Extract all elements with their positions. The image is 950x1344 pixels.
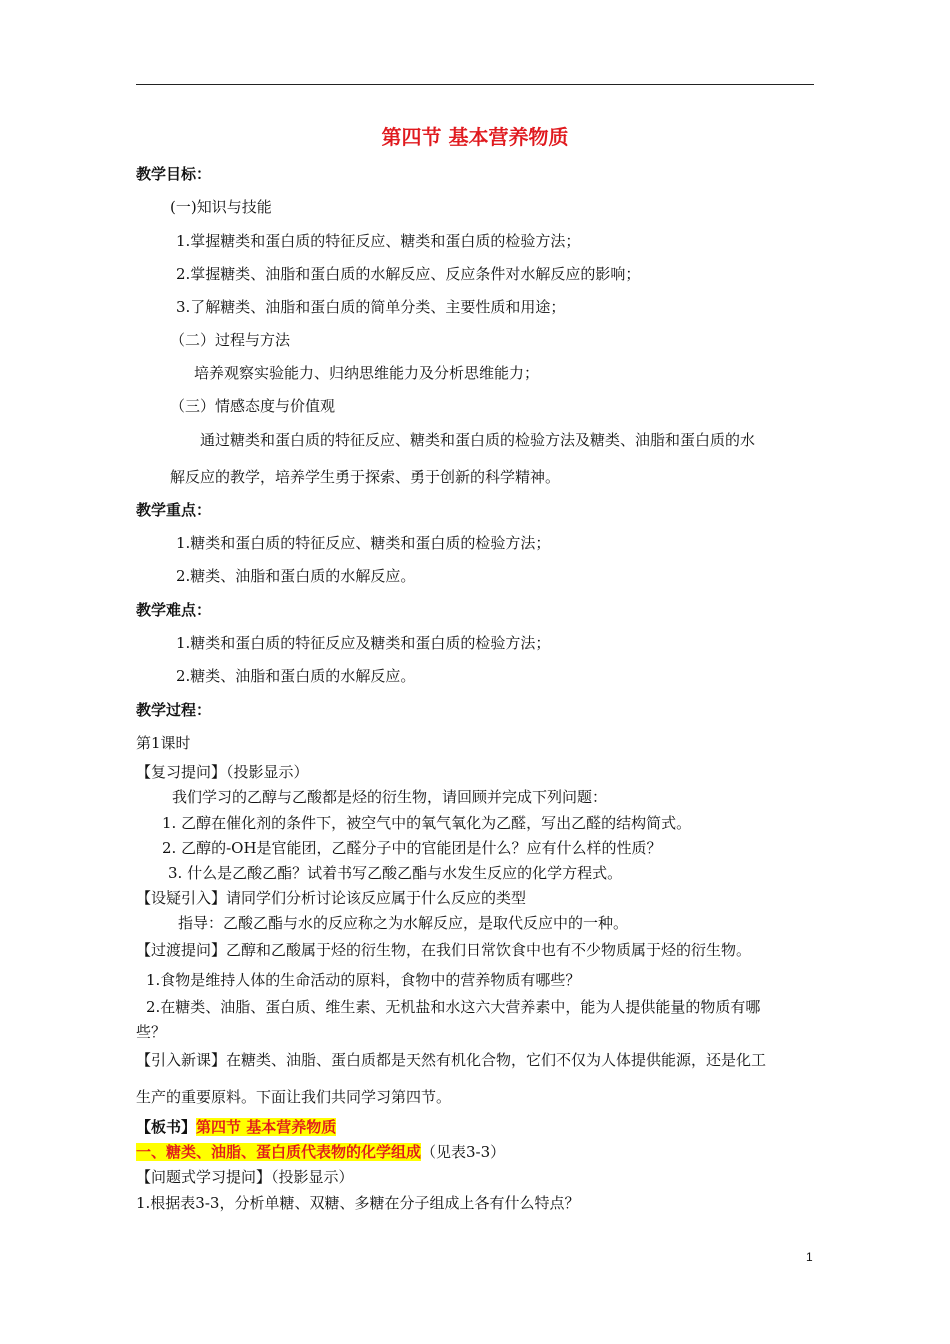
review-item-1: 1. 乙醇在催化剂的条件下，被空气中的氧气氧化为乙醛，写出乙醛的结构简式。 [162,814,692,832]
transition-question-2-line-1: 2.在糖类、油脂、蛋白质、维生素、无机盐和水这六大营养素中，能为人提供能量的物质有哪 [146,998,761,1016]
page-title: 第四节 基本营养物质 [381,125,569,149]
difficulties-heading: 教学难点： [136,601,212,619]
objectives-part1-item-2: 2.掌握糖类、油脂和蛋白质的水解反应、反应条件对水解反应的影响； [176,265,641,283]
new-lesson-line-1: 【引入新课】在糖类、油脂、蛋白质都是天然有机化合物，它们不仅为人体提供能源，还是化工 [136,1051,767,1069]
objectives-part3-line-2: 解反应的教学，培养学生勇于探索、勇于创新的科学精神。 [170,468,561,486]
objectives-part1-title: (一)知识与技能 [170,198,272,216]
header-rule [136,84,814,85]
guide-line: 指导：乙酸乙酯与水的反应称之为水解反应，是取代反应中的一种。 [178,914,629,932]
doubt-line: 【设疑引入】请同学们分析讨论该反应属于什么反应的类型 [136,889,527,907]
objectives-part1-item-1: 1.掌握糖类和蛋白质的特征反应、糖类和蛋白质的检验方法； [176,232,581,250]
board-label: 【板书】 [136,1118,197,1136]
key-points-item-1: 1.糖类和蛋白质的特征反应、糖类和蛋白质的检验方法； [176,534,551,552]
objectives-part3-line-1: 通过糖类和蛋白质的特征反应、糖类和蛋白质的检验方法及糖类、油脂和蛋白质的水 [200,431,756,449]
transition-line: 【过渡提问】乙醇和乙酸属于烃的衍生物，在我们日常饮食中也有不少物质属于烃的衍生物。 [136,941,752,959]
lesson-label: 第1课时 [136,734,191,752]
difficulties-item-2: 2.糖类、油脂和蛋白质的水解反应。 [176,667,416,685]
key-points-heading: 教学重点： [136,501,212,519]
objectives-part1-item-3: 3.了解糖类、油脂和蛋白质的简单分类、主要性质和用途； [176,298,566,316]
section1-note: （见表3-3） [421,1143,506,1161]
objectives-part2-text: 培养观察实验能力、归纳思维能力及分析思维能力； [194,364,540,382]
section1-title: 一、糖类、油脂、蛋白质代表物的化学组成 [136,1143,422,1161]
transition-question-1: 1.食物是维持人体的生命活动的原料，食物中的营养物质有哪些？ [146,971,581,989]
review-item-3: 3. 什么是乙酸乙酯？试着书写乙酸乙酯与水发生反应的化学方程式。 [168,864,623,882]
board-line [136,1117,336,1137]
review-label: 【复习提问】（投影显示） [136,763,309,781]
objectives-part2-title: （二）过程与方法 [170,331,291,349]
objectives-part3-title: （三）情感态度与价值观 [170,397,336,415]
review-item-2: 2. 乙醇的-OH是官能团，乙醛分子中的官能团是什么？应有什么样的性质？ [162,839,662,857]
difficulties-item-1: 1.糖类和蛋白质的特征反应及糖类和蛋白质的检验方法； [176,634,551,652]
problem-question-1: 1.根据表3-3，分析单糖、双糖、多糖在分子组成上各有什么特点？ [136,1194,580,1212]
objectives-heading: 教学目标： [136,165,212,183]
new-lesson-line-2: 生产的重要原料。下面让我们共同学习第四节。 [136,1088,452,1106]
transition-question-2-line-2: 些？ [136,1023,167,1041]
section1-line [136,1142,505,1162]
problem-label: 【问题式学习提问】（投影显示） [136,1168,354,1186]
board-title: 第四节 基本营养物质 [196,1118,337,1136]
review-intro: 我们学习的乙醇与乙酸都是烃的衍生物，请回顾并完成下列问题： [172,788,608,806]
process-heading: 教学过程： [136,701,212,719]
page-number: 1 [806,1250,813,1264]
key-points-item-2: 2.糖类、油脂和蛋白质的水解反应。 [176,567,416,585]
